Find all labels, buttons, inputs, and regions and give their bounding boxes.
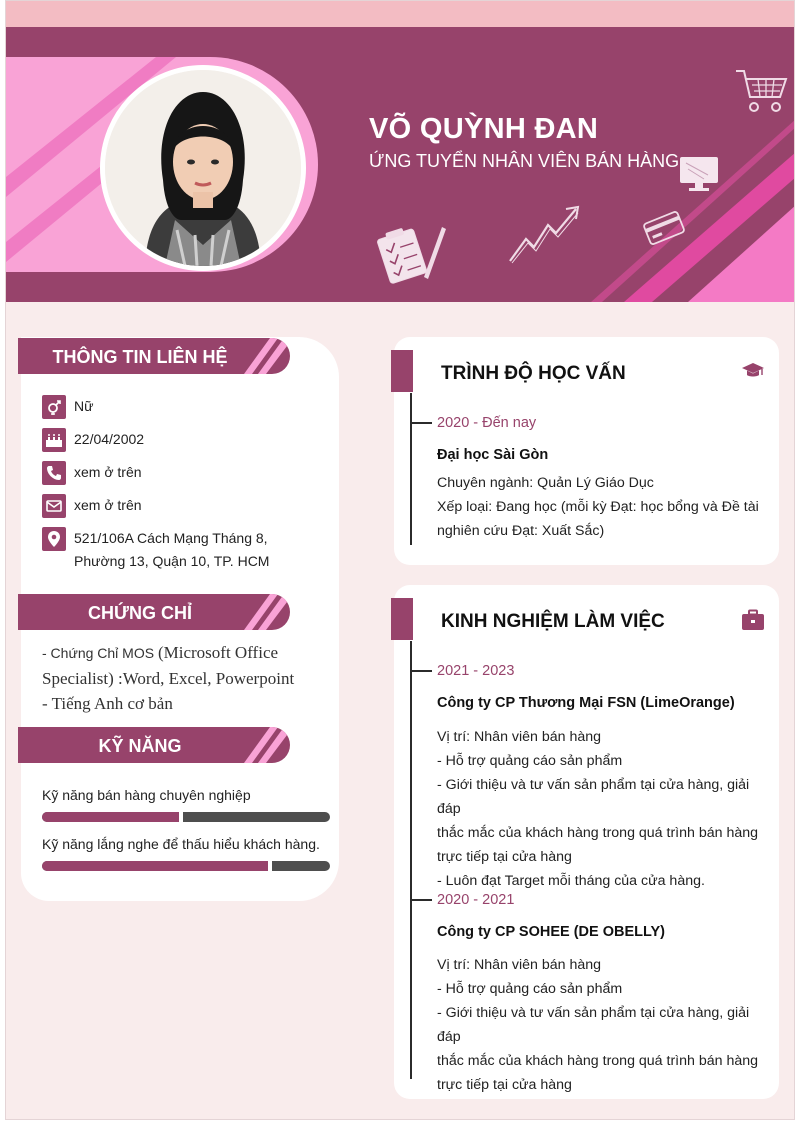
- certificate-item: [42, 640, 332, 666]
- job-line: trực tiếp tại cửa hàng: [437, 1077, 572, 1093]
- email-value: xem ở trên: [74, 497, 142, 513]
- school-name: Đại học Sài Gòn: [437, 447, 549, 463]
- job-line: - Giới thiệu và tư vấn sản phẩm tại cửa hàng, giải đáp: [437, 1005, 750, 1045]
- education-card: [394, 337, 779, 565]
- job-date: 2021 - 2023: [437, 663, 515, 679]
- timeline-line: [410, 393, 412, 545]
- timeline-tick: [410, 670, 432, 672]
- skill-bar-fill: [42, 812, 183, 822]
- job-description: [437, 953, 767, 1097]
- contact-gender: [42, 395, 93, 419]
- contact-section-title: THÔNG TIN LIÊN HỆ: [52, 347, 228, 367]
- job-date: 2020 - 2021: [437, 892, 515, 908]
- candidate-name: VÕ QUỲNH ĐAN: [369, 113, 599, 145]
- company-name: Công ty CP Thương Mại FSN (LimeOrange): [437, 695, 735, 711]
- contact-email: [42, 494, 142, 518]
- skills-section-header: [18, 727, 290, 763]
- graduation-cap-icon: [741, 361, 765, 381]
- education-rank-line-1: Xếp loại: Đang học (mỗi kỳ Đạt: học bổng và Đề tài: [437, 499, 759, 515]
- skills-section-title: KỸ NĂNG: [98, 736, 182, 756]
- email-icon: [42, 494, 66, 518]
- applied-position: ỨNG TUYỂN NHÂN VIÊN BÁN HÀNG: [369, 151, 680, 171]
- profile-photo: [100, 65, 306, 271]
- job-line: - Giới thiệu và tư vấn sản phẩm tại cửa hàng, giải đáp: [437, 777, 750, 817]
- education-date: 2020 - Đến nay: [437, 415, 537, 431]
- gender-icon: [42, 395, 66, 419]
- job-line: - Hỗ trợ quảng cáo sản phẩm: [437, 981, 623, 997]
- growth-chart-icon: [506, 203, 586, 267]
- job-line: - Luôn đạt Target mỗi tháng của cửa hàng.: [437, 873, 705, 889]
- education-details: [437, 471, 767, 543]
- contact-section-header: [18, 338, 290, 374]
- certificate-line-2: Specialist) :Word, Excel, Powerpoint: [42, 669, 295, 688]
- skill-label: Kỹ năng lắng nghe để thấu hiểu khách hàng.: [42, 836, 320, 852]
- education-rank-line-2: nghiên cứu Đạt: Xuất Sắc): [437, 523, 605, 539]
- timeline-tick: [410, 899, 432, 901]
- phone-value: xem ở trên: [74, 464, 142, 480]
- skill-bar: [42, 861, 330, 871]
- contact-address: [42, 527, 269, 573]
- education-major: Chuyên ngành: Quản Lý Giáo Dục: [437, 475, 654, 491]
- birthday-cake-icon: [42, 428, 66, 452]
- job-line: - Hỗ trợ quảng cáo sản phẩm: [437, 753, 623, 769]
- clipboard-checklist-icon: [372, 219, 450, 285]
- credit-card-icon: [642, 209, 686, 247]
- job-line: Vị trí: Nhân viên bán hàng: [437, 729, 602, 745]
- section-tab-marker: [391, 350, 413, 392]
- experience-section-title: KINH NGHIỆM LÀM VIỆC: [441, 611, 665, 632]
- top-strip: [6, 1, 795, 27]
- skill-bar-fill: [42, 861, 272, 871]
- certificate-line-1-rest: (Microsoft Office: [157, 643, 279, 662]
- certificates-section-title: CHỨNG CHỈ: [88, 603, 192, 623]
- certificates-section-header: [18, 594, 290, 630]
- certificates-list: [42, 640, 332, 716]
- timeline-line: [410, 641, 412, 1079]
- tab-stripes: [230, 338, 290, 374]
- address-line-2: Phường 13, Quận 10, TP. HCM: [74, 553, 270, 569]
- header-banner: [6, 27, 795, 302]
- certificate-line-1-label: - Chứng Chỉ MOS: [42, 645, 158, 661]
- address-value: [74, 527, 269, 573]
- timeline-tick: [410, 422, 432, 424]
- contact-phone: [42, 461, 142, 485]
- education-section-title: TRÌNH ĐỘ HỌC VẤN: [441, 363, 626, 384]
- company-name: Công ty CP SOHEE (DE OBELLY): [437, 924, 665, 940]
- job-line: trực tiếp tại cửa hàng: [437, 849, 572, 865]
- contact-birthday: [42, 428, 144, 452]
- tab-stripes: [230, 727, 290, 763]
- job-line: thắc mắc của khách hàng trong quá trình bán hàng: [437, 1053, 759, 1069]
- address-line-1: 521/106A Cách Mạng Tháng 8,: [74, 530, 268, 546]
- monitor-icon: [678, 155, 720, 193]
- briefcase-icon: [741, 609, 765, 631]
- location-pin-icon: [42, 527, 66, 551]
- job-line: thắc mắc của khách hàng trong quá trình bán hàng: [437, 825, 759, 841]
- job-line: Vị trí: Nhân viên bán hàng: [437, 957, 602, 973]
- gender-value: Nữ: [74, 398, 94, 414]
- certificate-item: - Tiếng Anh cơ bản: [42, 694, 173, 713]
- tab-stripes: [230, 594, 290, 630]
- skill-label: Kỹ năng bán hàng chuyên nghiệp: [42, 787, 251, 803]
- job-description: [437, 725, 767, 893]
- shopping-cart-icon: [734, 67, 790, 115]
- birthday-value: 22/04/2002: [74, 431, 145, 447]
- resume-page: [5, 0, 795, 1120]
- experience-card: [394, 585, 779, 1099]
- phone-icon: [42, 461, 66, 485]
- section-tab-marker: [391, 598, 413, 640]
- skill-bar: [42, 812, 330, 822]
